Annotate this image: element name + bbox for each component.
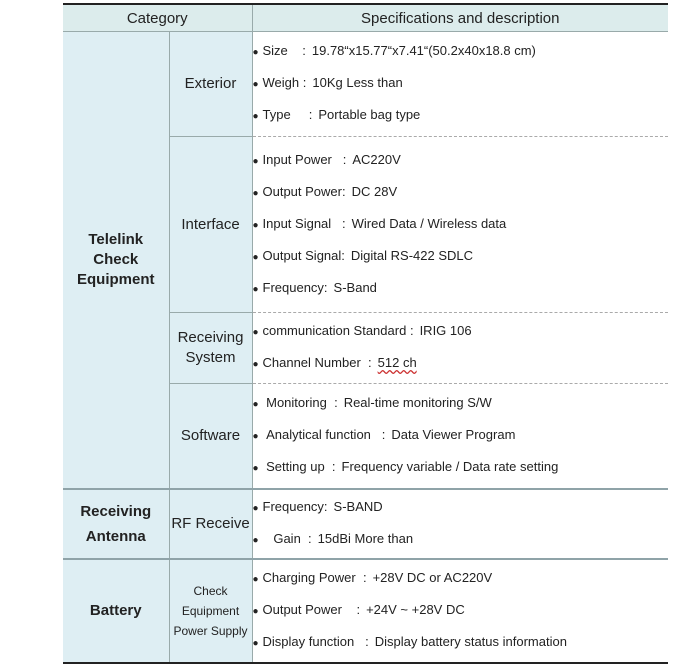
subcategory-software (169, 384, 252, 489)
spec-value: Digital RS-422 SDLC (350, 247, 474, 263)
category-telelink-check-equipment (63, 32, 169, 489)
spec-value: +28V DC or AC220V (372, 569, 493, 585)
spec-separator: : (323, 498, 328, 514)
spec-separator: : (331, 458, 336, 474)
subcategory-line: Equipment (181, 603, 240, 618)
row-battery (63, 559, 668, 663)
spec-item (253, 627, 669, 659)
category-line: Receiving (80, 502, 152, 520)
spec-value: Data Viewer Program (391, 426, 516, 442)
spec-item (253, 209, 669, 241)
spec-label: Output Power (262, 183, 342, 199)
bullet-icon: ● (252, 430, 259, 442)
category-line: Antenna (85, 527, 146, 545)
spec-item (253, 145, 669, 177)
spec-item (253, 420, 669, 452)
subcategory-line: Receiving (177, 329, 244, 346)
spec-label: Frequency (262, 498, 324, 514)
subcategory-line: Power Supply (173, 623, 248, 638)
subcategory-receiving-system (169, 313, 252, 384)
subcategory-line: Check (193, 583, 228, 598)
subcategory-interface (169, 137, 252, 313)
header-specifications: Specifications and description (252, 5, 668, 32)
bullet-icon: ● (252, 251, 259, 263)
spec-value: 15dBi More than (317, 530, 414, 546)
category-line: Battery (89, 601, 142, 619)
spec-item (253, 100, 669, 132)
spec-label: Channel Number (262, 355, 361, 370)
specs-rf-receive (252, 489, 668, 559)
spec-label: Monitoring (266, 394, 327, 410)
bullet-icon: ● (252, 359, 259, 370)
subcategory-line: System (185, 349, 236, 366)
spec-separator: : (334, 394, 338, 410)
bullet-icon: ● (252, 637, 259, 649)
spec-item (253, 68, 669, 100)
spec-item (253, 348, 669, 380)
spec-label: Setting up (266, 458, 325, 474)
spec-item (253, 595, 669, 627)
spec-value: DC 28V (351, 183, 398, 199)
spec-separator: : (381, 426, 386, 442)
header-row (63, 5, 668, 32)
spec-label: Type (262, 107, 291, 122)
spec-value: Wired Data / Wireless data (351, 215, 507, 231)
spec-item (253, 36, 669, 68)
subcategory-exterior (169, 32, 252, 137)
spec-value: 10Kg Less than (312, 75, 403, 90)
spec-label: Input Signal (262, 215, 332, 231)
spec-value: Real-time monitoring S/W (343, 394, 492, 410)
subcategory-line: Exterior (184, 75, 237, 92)
spec-item (253, 316, 669, 348)
spec-separator: : (341, 247, 345, 263)
bullet-icon: ● (252, 605, 259, 617)
spec-label: Size (262, 43, 288, 58)
bullet-icon: ● (252, 111, 259, 122)
spec-separator: : (342, 215, 346, 231)
spec-label: Charging Power (262, 569, 356, 585)
spec-separator: : (302, 75, 307, 90)
spec-label: Frequency (262, 279, 324, 295)
subcategory-line: RF Receive (171, 514, 250, 532)
spec-item (253, 452, 669, 484)
bullet-icon: ● (252, 327, 259, 338)
bullet-icon: ● (252, 534, 259, 546)
specs-exterior (252, 32, 668, 137)
category-battery (63, 559, 169, 663)
spec-separator: : (368, 355, 372, 370)
subcategory-line: Interface (181, 215, 240, 233)
spec-value: Portable bag type (318, 107, 421, 122)
specs-interface (252, 137, 668, 313)
spec-item (253, 273, 669, 305)
bullet-icon: ● (252, 398, 259, 410)
row-rf-receive (63, 489, 668, 559)
spec-label: Gain (273, 530, 301, 546)
spec-label: Input Power (262, 151, 332, 167)
spec-value: Frequency variable / Data rate setting (341, 458, 559, 474)
bullet-icon: ● (252, 187, 259, 199)
category-receiving-antenna (63, 489, 169, 559)
spec-item (253, 563, 669, 595)
bullet-icon: ● (252, 219, 259, 231)
spec-label: Analytical function (266, 426, 371, 442)
spec-label: Output Power (262, 601, 342, 617)
spec-label: Output Signal (262, 247, 342, 263)
spec-value: AC220V (352, 151, 401, 167)
specifications-table (63, 3, 668, 664)
spec-value: S-Band (333, 279, 377, 295)
spec-separator: : (342, 183, 346, 199)
row-exterior (63, 32, 668, 137)
specs-battery (252, 559, 668, 663)
specs-software (252, 384, 668, 489)
category-line: Equipment (77, 270, 155, 288)
bullet-icon: ● (252, 79, 259, 90)
subcategory-check-equipment-power-supply (169, 559, 252, 663)
spec-value: 19.78“x15.77“x7.41“(50.2x40x18.8 cm) (311, 43, 536, 58)
spec-separator: : (342, 151, 347, 167)
spec-separator: : (308, 107, 313, 122)
spec-value: IRIG 106 (419, 323, 472, 338)
bullet-icon: ● (252, 155, 259, 167)
spec-value: S-BAND (333, 498, 383, 514)
spec-separator: : (409, 323, 414, 338)
spec-separator: : (323, 279, 328, 295)
spec-item (253, 492, 669, 524)
spec-item (253, 524, 669, 556)
subcategory-rf-receive (169, 489, 252, 559)
spec-value: +24V ~ +28V DC (366, 601, 465, 617)
bullet-icon: ● (252, 502, 259, 514)
bullet-icon: ● (252, 573, 259, 585)
category-line: Telelink (88, 230, 144, 248)
spec-label: Display function (262, 633, 355, 649)
header-category: Category (63, 5, 252, 32)
spec-value: 512 ch (377, 355, 417, 370)
spec-separator: : (356, 601, 361, 617)
spec-item (253, 177, 669, 209)
spec-separator: : (365, 633, 369, 649)
spec-separator: : (302, 43, 306, 58)
bullet-icon: ● (252, 283, 259, 295)
spec-separator: : (362, 569, 367, 585)
spec-item (253, 241, 669, 273)
subcategory-line: Software (180, 426, 241, 444)
category-line: Check (93, 250, 139, 268)
spec-label: communication Standard (262, 323, 407, 338)
bullet-icon: ● (252, 462, 259, 474)
spec-item (253, 388, 669, 420)
spec-value: Display battery status information (374, 633, 567, 649)
spec-separator: : (308, 530, 312, 546)
specs-receiving-system (252, 313, 668, 384)
bullet-icon: ● (252, 47, 259, 58)
spec-label: Weigh (262, 75, 300, 90)
